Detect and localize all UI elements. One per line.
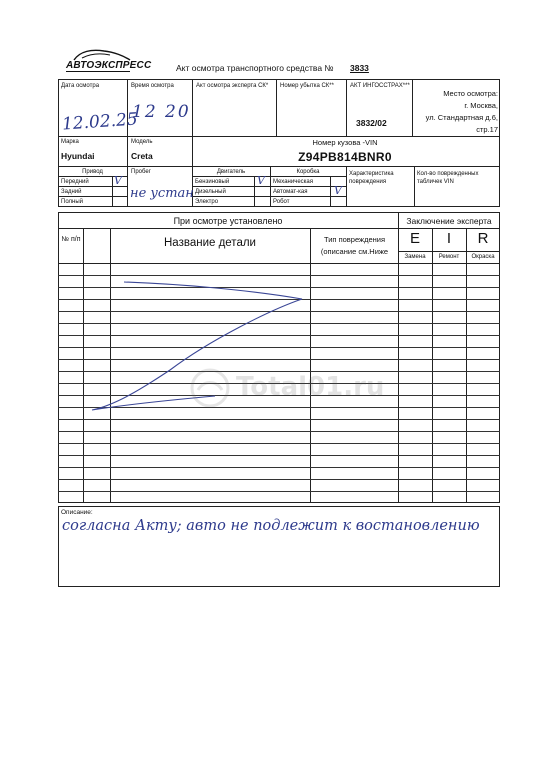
ingos-act-value: 3832/02 bbox=[356, 118, 387, 128]
drive-all: Полный bbox=[61, 199, 83, 205]
col-i-sub: Ремонт bbox=[438, 254, 460, 260]
table-title: При осмотре установлено bbox=[173, 216, 283, 226]
engine-diesel: Дизельный bbox=[195, 189, 226, 195]
ingos-act-label: АКТ ИНГОССТРАХ*** bbox=[350, 83, 410, 89]
col-number: № п/п bbox=[61, 236, 81, 243]
col-r-sub: Окраска bbox=[471, 254, 495, 260]
engine-petrol: Бензиновый bbox=[195, 179, 230, 185]
engine-electric: Электро bbox=[195, 199, 219, 205]
loss-number-label: Номер убытка СК** bbox=[280, 83, 334, 89]
vin-label: Номер кузова -VIN bbox=[312, 138, 378, 147]
damage-characteristic-label: Характеристика повреждения bbox=[349, 171, 394, 185]
col-r: R bbox=[477, 230, 489, 247]
engine-checkmark: V bbox=[257, 174, 265, 187]
time-label: Время осмотра bbox=[131, 83, 174, 89]
date-value: 12.02.25 bbox=[61, 109, 139, 135]
col-part-name: Название детали bbox=[164, 237, 256, 249]
drive-rear: Задний bbox=[61, 189, 82, 195]
make-label: Марка bbox=[61, 139, 79, 145]
drive-front: Передний bbox=[61, 179, 89, 185]
make-value: Hyundai bbox=[61, 151, 95, 161]
model-label: Модель bbox=[131, 139, 153, 145]
col-e: E bbox=[409, 230, 420, 247]
place-line1: г. Москва, bbox=[464, 101, 498, 110]
drive-checkmark: V bbox=[114, 174, 122, 187]
drive-label: Привод bbox=[82, 169, 103, 175]
watermark-text: Total01.ru bbox=[236, 372, 385, 402]
description-label: Описание: bbox=[61, 509, 93, 516]
vin-plates-label: Кол-во поврежденных табличек VIN bbox=[417, 171, 479, 185]
place-line2: ул. Стандартная д.6, bbox=[425, 113, 498, 122]
time-value: 12 20 bbox=[132, 102, 191, 122]
description-text: согласна Акту; авто не подлежит к востановлению bbox=[62, 518, 480, 534]
place-label: Место осмотра: bbox=[443, 89, 498, 98]
gearbox-automatic: Автомат-кая bbox=[273, 189, 308, 195]
gearbox-manual: Механическая bbox=[273, 179, 314, 185]
date-label: Дата осмотра bbox=[61, 83, 100, 89]
col-i: I bbox=[446, 230, 452, 247]
gearbox-checkmark: V bbox=[334, 184, 342, 197]
document-number: 3833 bbox=[350, 63, 369, 73]
mileage-value: не устан bbox=[130, 186, 194, 201]
mileage-label: Пробег bbox=[131, 169, 151, 175]
document-title: Акт осмотра транспортного средства № bbox=[176, 63, 334, 73]
gearbox-label: Коробка bbox=[296, 169, 320, 175]
expert-act-label: Акт осмотра эксперта СК* bbox=[196, 83, 269, 89]
place-line3: стр.17 bbox=[476, 125, 498, 134]
expert-conclusion-title: Заключение эксперта bbox=[406, 216, 492, 226]
vin-value: Z94PB814BNR0 bbox=[298, 150, 392, 164]
model-value: Creta bbox=[131, 151, 153, 161]
watermark bbox=[188, 364, 388, 414]
gearbox-robot: Робот bbox=[273, 199, 290, 205]
logo-text: АВТОЭКСПРЕСС bbox=[66, 60, 152, 71]
col-damage-type: Тип повреждения (описание см.Ниже bbox=[320, 235, 389, 256]
engine-label: Двигатель bbox=[216, 169, 246, 175]
col-e-sub: Замена bbox=[404, 254, 426, 260]
